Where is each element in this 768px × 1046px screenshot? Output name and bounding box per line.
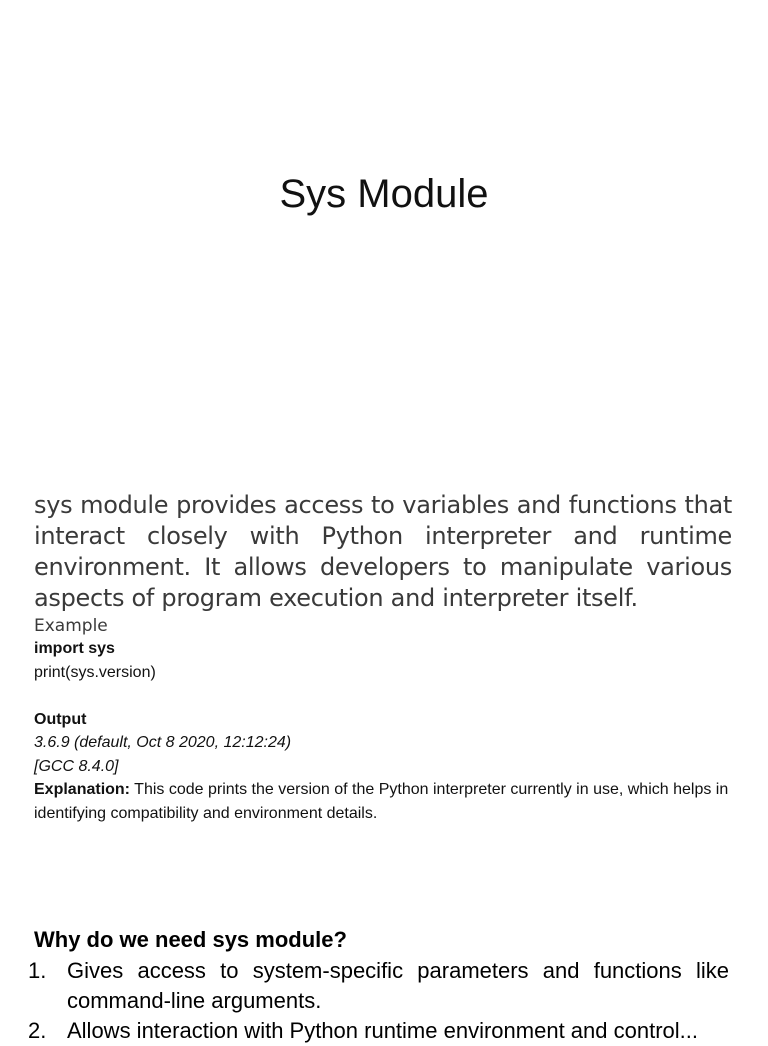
list-item-text: Allows interaction with Python runtime environment and control...	[67, 1018, 698, 1043]
page-title: Sys Module	[279, 172, 489, 216]
output-label: Output	[34, 710, 87, 728]
list-item	[0, 956, 768, 1016]
why-heading: Why do we need sys module?	[34, 927, 347, 952]
explanation-paragraph	[34, 778, 734, 825]
output-line-version: 3.6.9 (default, Oct 8 2020, 12:12:24)	[34, 734, 292, 751]
list-item	[0, 1016, 768, 1046]
output-line-gcc: [GCC 8.4.0]	[34, 757, 119, 775]
intro-paragraph: sys module provides access to variables and functions that interact closely with Python interpreter and runtime environment. It allows developers to manipulate various aspects of program execution and interpreter itself.	[34, 491, 732, 612]
list-item-number: 2.	[28, 1018, 47, 1043]
list-item-text: Gives access to system-specific parameters and functions like command-line arguments.	[67, 958, 729, 1013]
code-line-print: print(sys.version)	[34, 663, 156, 681]
code-example-block	[34, 637, 734, 825]
example-label: Example	[34, 616, 108, 636]
explanation-label: Explanation:	[34, 781, 131, 798]
explanation-text: This code prints the version of the Python interpreter currently in use, which helps in identifying compatibility and environment details.	[34, 781, 729, 822]
code-line-import: import sys	[34, 640, 115, 657]
spacer	[34, 684, 734, 708]
reasons-list	[0, 956, 768, 1046]
list-item-number: 1.	[28, 958, 47, 983]
